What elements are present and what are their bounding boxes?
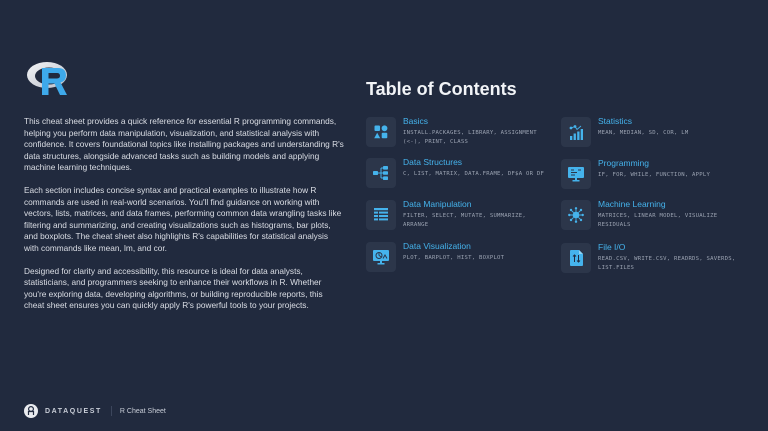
toc-item-data-manipulation[interactable] [366,196,556,228]
hierarchy-icon [366,158,396,188]
bar-chart-icon [561,117,591,147]
toc-item-data-visualization[interactable] [366,238,556,270]
table-list-icon [366,200,396,230]
toc-title: Table of Contents [366,79,517,99]
toc-label: Machine Learning [598,199,666,209]
intro-text [24,116,344,323]
toc-label: Data Visualization [403,241,471,251]
toc-desc: C, LIST, MATRIX, DATA.FRAME, DF$A OR DF [403,171,545,177]
toc-label: Data Manipulation [403,199,472,209]
toc-item-programming[interactable] [561,155,751,187]
toc-item-machine-learning[interactable] [561,196,751,228]
toc-label: Statistics [598,116,633,126]
monitor-code-icon [561,159,591,189]
toc-item-file-io[interactable] [561,239,751,271]
intro-paragraph-2: Each section includes concise syntax and practical examples to illustrate how R commands are used in real-world scenarios. You'll find guidance on working with vectors, lists, matrices, and data frames, performing common data wrangling tasks like filtering and summarizing, and creating visualizations such as histograms, bar plots, and boxplots. The cheat sheet also highlights R's capabilities for statistical analysis with commands like mean, lm, and cor. [24,185,342,253]
toc-item-basics[interactable] [366,113,556,145]
r-logo-icon [26,59,72,99]
intro-paragraph-1: This cheat sheet provides a quick reference for essential R programming commands, helping you perform data manipulation, visualization, and statistical analysis with confidence. It covers foundational topics like installing packages and understanding R's data structures, alongside advanced tasks such as building models and applying machine learning techniques. [24,116,344,172]
dataquest-logo-icon [24,404,38,418]
toc-desc: MEAN, MEDIAN, SD, COR, LM [598,130,689,136]
toc-label: Basics [403,116,429,126]
intro-paragraph-3: Designed for clarity and accessibility, this resource is ideal for data analysts, statisticians, and programmers seeking to enhance their workflows in R. Whether you're exploring data, developing algorithms, or building reproducible reports, this cheat sheet ensures you can quickly apply R's powerful tools to your projects. [24,265,323,310]
toc-label: Data Structures [403,157,463,167]
toc-label: File I/O [598,242,626,252]
brand-name: DATAQUEST [45,407,102,415]
toc-desc: IF, FOR, WHILE, FUNCTION, APPLY [598,172,711,178]
toc-desc: INSTALL.PACKAGES, LIBRARY, ASSIGNMENT (<-), PRINT, CLASS [403,130,537,145]
file-transfer-icon [561,243,591,273]
toc-item-statistics[interactable] [561,113,751,145]
network-icon [561,200,591,230]
toc-desc: FILTER, SELECT, MUTATE, SUMMARIZE, ARRANGE [403,213,527,228]
footer-divider [111,406,112,416]
footer [24,403,166,419]
toc-desc: MATRICES, LINEAR MODEL, VISUALIZE RESIDUALS [598,213,718,228]
toc-item-data-structures[interactable] [366,154,556,186]
sheet-name: R Cheat Sheet [119,407,166,415]
monitor-chart-icon [366,242,396,272]
toc-desc: PLOT, BARPLOT, HIST, BOXPLOT [403,255,505,261]
toc-label: Programming [598,158,650,168]
shapes-icon [366,117,396,147]
toc-desc: READ.CSV, WRITE.CSV, READRDS, SAVERDS, LIST.FILES [598,256,736,271]
